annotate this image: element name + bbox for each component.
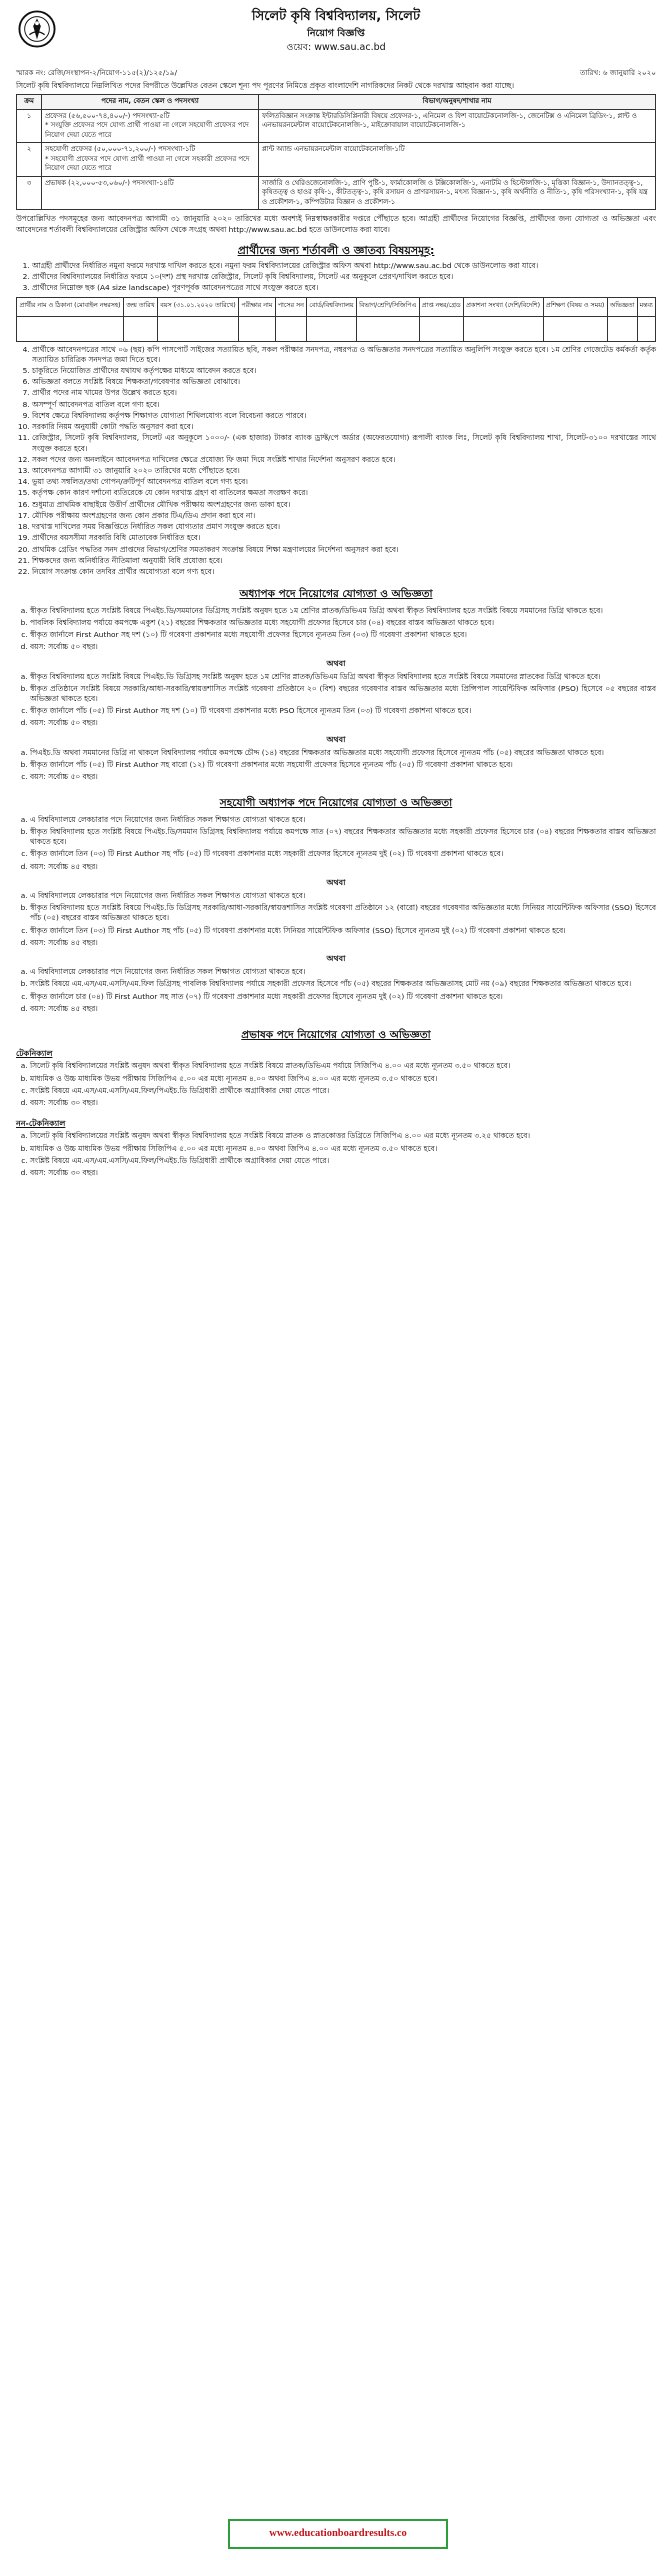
form-blank-cell <box>307 316 357 341</box>
qualification-item: a. এ বিশ্ববিদ্যালয়ে লেকচারার পদে নিয়োগের জন্য নির্ধারিত সকল শিক্ষাগত যোগ্যতা থাকতে হবে। <box>30 967 656 977</box>
posts-cell-sl: ২ <box>17 143 42 177</box>
professor-qualifications <box>16 606 656 783</box>
posts-table <box>16 94 656 210</box>
posts-cell-post <box>42 143 259 177</box>
conditions-list-continued <box>16 345 656 578</box>
form-column-header: প্রকাশনা সংখ্যা (দেশি/বিদেশি) <box>463 297 543 316</box>
posts-cell-dept: সার্জারি ও থেরিওজেনোলজি-১, প্রাণি পুষ্টি-১, ফার্মাকোলজি ও টক্সিকোলজি-১, এনাটমি ও হিস্টোলজি-১, মৃত্তিকা বিজ্ঞান-১, উদ্যানতত্ত্ব-১, কৃষিতত্ত্ব ও হাওর কৃষি-১, কীটতত্ত্ব-১, কৃষি রসায়ন ও প্রাণরসায়ন-১, মৎস্য বিজ্ঞান-১, কৃষি অর্থনীতি ও নীতি-১, কৃষি পরিসংখ্যান-১, কৃষি যন্ত্র ও প্রকৌশল-১, কম্পিউটার বিজ্ঞান ও প্রকৌশল-১ <box>259 176 656 210</box>
condition-item: 21. শিক্ষকদের জন্য অনির্ধারিত নীতিমালা অনুযায়ী বিধি প্রযোজ্য হবে। <box>32 556 656 566</box>
condition-item: 3. প্রার্থীদের নিম্নোক্ত ছক (A4 size landscape) পূরণপূর্বক আবেদনপত্রের সাথে সংযুক্ত করতে হবে। <box>32 283 656 293</box>
watermark-text: www.educationboardresults.co <box>269 2527 407 2539</box>
posts-cell-dept: ফলিতবিজ্ঞান সংক্রান্ত ইন্টারডিসিপ্লিনারী বিষয়ে প্রফেসর-১, এনিমেল ও ফিশ বায়োটেকনোলজি-১, জেনেটিক্স ও এনিমেল ব্রিডিং-১, প্লান্ট ও এনভায়রনমেন্টাল বায়োটেকনোলজি-১, মাইক্রোবায়াল বায়োটেকনোলজি-১ <box>259 109 656 143</box>
form-column-header: বয়স (৩১.০১.২০২০ তারিখে) <box>157 297 238 316</box>
form-blank-cell <box>17 316 124 341</box>
memo-number: স্মারক নং: রেজি/সংস্থাপন-২/নিয়োগ-১১৫(২)/১২৫/১৯/ <box>16 68 177 77</box>
form-column-header: অভিজ্ঞতা <box>607 297 637 316</box>
qualification-item: a. পিএইচ.ডি অথবা সমমানের ডিগ্রি না থাকলে বিশ্ববিদ্যালয় পর্যায়ে কমপক্ষে চৌদ্দ (১৪) বছরের শিক্ষকতার অভিজ্ঞতার মধ্যে সহযোগী প্রফেসর হিসেবে ন্যূনতম পাঁচ (০৫) বছরের অভিজ্ঞতা থাকতে হবে। <box>30 748 656 758</box>
form-blank-cell <box>637 316 655 341</box>
form-blank-cell <box>543 316 607 341</box>
posts-header-post: পদের নাম, বেতন স্কেল ও পদসংখ্যা <box>42 95 259 110</box>
condition-item: 17. মৌখিক পরীক্ষায় অংশগ্রহণের জন্য কোন প্রকার টিএ/ডিএ প্রদান করা হবে না। <box>32 511 656 521</box>
form-column-header: বোর্ড/বিশ্ববিদ্যালয় <box>307 297 357 316</box>
or-separator: অথবা <box>326 877 346 887</box>
qualification-item: b. স্বীকৃত বিশ্ববিদ্যালয় হতে সংশ্লিষ্ট বিষয়ে পিএইচ.ডি ডিগ্রিসহ সরকারি/আধা-সরকারি/স্বায়ত্তশাসিত সংশ্লিষ্ট গবেষণা প্রতিষ্ঠানে ১২ (বারো) বছরের গবেষণার অভিজ্ঞতার মধ্যে সিনিয়র সায়েন্টিফিক অফিসার (SSO) হিসেবে পাঁচ (০৫) বছরের বাস্তব অভিজ্ঞতা থাকতে হবে। <box>30 903 656 923</box>
form-column-header: প্রাপ্ত নম্বর/গ্রেড <box>419 297 463 316</box>
condition-item: 11. রেজিস্ট্রার, সিলেট কৃষি বিশ্ববিদ্যালয়, সিলেট এর অনুকূলে ১০০০/- (এক হাজার) টাকার ব্যাংক ড্রাফ্ট/পে অর্ডার (অফেরতযোগ্য) রূপালী ব্যাংক লিঃ, সিলেট কৃষি বিশ্ববিদ্যালয় শাখা, সিলেট-৩১০০ দরখাস্তের সাথে সংযুক্ত করতে হবে। <box>32 433 656 453</box>
condition-item: 20. প্রাথমিক গ্রেডিং পদ্ধতির সনদ প্রাপ্তদের বিভাগ/শ্রেণির সমতাকরণ সংক্রান্ত বিষয়ে শিক্ষা মন্ত্রণালয়ের নির্দেশনা অনুসরণ করা হবে। <box>32 545 656 555</box>
qualification-item: d. বয়স: সর্বোচ্চ ৪৫ বছর। <box>30 938 656 948</box>
associate-heading: সহযোগী অধ্যাপক পদে নিয়োগের যোগ্যতা ও অভিজ্ঞতা <box>219 797 453 810</box>
form-blank-cell <box>463 316 543 341</box>
condition-item: 22. নিয়োগ সংক্রান্ত কোন তদবির প্রার্থীর অযোগ্যতা বলে গণ্য হবে। <box>32 567 656 577</box>
posts-cell-sl: ৩ <box>17 176 42 210</box>
form-column-header: মন্তব্য <box>637 297 655 316</box>
conditions-list <box>16 261 656 294</box>
qualification-item: d. বয়স: সর্বোচ্চ ৩০ বছর। <box>30 1098 656 1108</box>
qualification-item: b. স্বীকৃত প্রতিষ্ঠানে সংশ্লিষ্ট বিষয়ে সরকারি/আধা-সরকারি/স্বায়ত্তশাসিত সংশ্লিষ্ট গবেষণা প্রতিষ্ঠানে ২০ (বিশ) বছরের গবেষণার বাস্তব অভিজ্ঞতার মধ্যে প্রিন্সিপাল সায়েন্টিফিক অফিসার (PSO) হিসেবে ০৫ বছরের বাস্তব অভিজ্ঞতা থাকতে হবে। <box>30 684 656 704</box>
qualification-item: d. বয়স: সর্বোচ্চ ৫০ বছর। <box>30 642 656 652</box>
memo-row <box>16 68 656 78</box>
condition-item: 4. প্রার্থীকে আবেদনপত্রের সাথে ০৬ (ছয়) কপি পাসপোর্ট সাইজের সত্যায়িত ছবি, সকল পরীক্ষার সনদপত্র, নম্বরপত্র ও অভিজ্ঞতার সনদপত্রের সত্যায়িত অনুলিপি সংযুক্ত করতে হবে। ১ম শ্রেণির গেজেটেড কর্মকর্তা কর্তৃক সত্যায়িত চারিত্রিক সনদপত্র জমা দিতে হবে। <box>32 345 656 365</box>
posts-header-dept: বিভাগ/অনুষদ/শাখার নাম <box>259 95 656 110</box>
memo-date: তারিখ: ৬ জানুয়ারি ২০২০ <box>580 68 656 77</box>
posts-cell-sl: ১ <box>17 109 42 143</box>
post-name: প্রফেসর (৫৬,৫০০-৭৪,৪০০/-) পদসংখ্যা-৫টি <box>45 111 170 120</box>
technical-label: টেকনিক্যাল <box>16 1049 53 1059</box>
condition-item: 1. আগ্রহী প্রার্থীদের নির্ধারিত নমুনা ফরমে দরখাস্ত দাখিল করতে হবে। নমুনা ফরম বিশ্ববিদ্যালয়ের রেজিস্ট্রার অফিস অথবা http://www.sau.ac.bd থেকে ডাউনলোড করা যাবে। <box>32 261 656 271</box>
or-separator: অথবা <box>326 954 346 964</box>
condition-item: 7. প্রার্থীর পদের নাম খামের উপর উল্লেখ করতে হবে। <box>32 388 656 398</box>
qualification-list <box>16 606 656 653</box>
form-column-header: পরীক্ষার নাম <box>239 297 275 316</box>
condition-item: 9. বিশেষ ক্ষেত্রে বিশ্ববিদ্যালয় কর্তৃপক্ষ শিক্ষাগত যোগ্যতা শিথিলযোগ্য বলে বিবেচনা করতে পারবে। <box>32 411 656 421</box>
qualification-list <box>16 967 656 1014</box>
nontechnical-label: নন-টেকনিক্যাল <box>16 1119 66 1129</box>
condition-item: 2. প্রার্থীদের বিশ্ববিদ্যালয়ের নির্ধারিত ফরমে ১০(দশ) প্রস্থ দরখাস্ত রেজিস্ট্রার, সিলেট কৃষি বিশ্ববিদ্যালয়, সিলেট এর অনুকূলে প্রেরণ/দাখিল করতে হবে। <box>32 272 656 282</box>
form-column-header: প্রার্থীর নাম ও ঠিকানা (মোবাইল নম্বরসহ) <box>17 297 124 316</box>
qualification-item: c. সংশ্লিষ্ট বিষয়ে এম.এস/এম.এসসি/এম.ফিল/পিএইচ.ডি ডিগ্রিধারী প্রার্থীকে অগ্রাধিকার দেয়া যেতে পারে। <box>30 1156 656 1166</box>
qualification-item: c. বয়স: সর্বোচ্চ ৫০ বছর। <box>30 772 656 782</box>
nontechnical-qualifications <box>16 1131 656 1178</box>
qualification-item: b. মাধ্যমিক ও উচ্চ মাধ্যমিক উভয় পরীক্ষায় সিজিপিএ ৫.০০ এর মধ্যে ন্যূনতম ৪.০০ অথবা জিপিএ ৪.০০ এর মধ্যে ন্যূনতম ৩.৫০ থাকতে হবে। <box>30 1074 656 1084</box>
qualification-item: d. বয়স: সর্বোচ্চ ৫০ বছর। <box>30 718 656 728</box>
qualification-item: c. স্বীকৃত জার্নালে তিন (০৩) টি First Author সহ পাঁচ (০৫) টি গবেষণা প্রকাশনার মধ্যে সিনিয়র সায়েন্টিফিক অফিসার (SSO) হিসেবে ন্যূনতম দুই (০২) টি গবেষণা প্রকাশনা থাকতে হবে। <box>30 926 656 936</box>
qualification-item: c. স্বীকৃত জার্নালে তিন (০৩) টি First Author সহ পাঁচ (০৫) টি গবেষণা প্রকাশনার মধ্যে সহকারী প্রফেসর হিসেবে ন্যূনতম দুই (০২) টি গবেষণা প্রকাশনা থাকতে হবে। <box>30 849 656 859</box>
condition-item: 18. দরখাস্ত দাখিলের সময় বিজ্ঞপ্তিতে নির্ধারিত সকল যোগ্যতার প্রমাণ সংযুক্ত করতে হবে। <box>32 522 656 532</box>
form-column-header: পাসের সন <box>275 297 307 316</box>
post-name: সহযোগী প্রফেসর (৫০,০০০-৭১,২০০/-) পদসংখ্যা-১টি <box>45 145 196 154</box>
website-line: ওয়েব: www.sau.ac.bd <box>286 42 386 54</box>
post-note: * সংযুক্তি প্রফেসর পদে যোগ্য প্রার্থী পাওয়া না গেলে সহযোগী প্রফেসর পদে নিয়োগ দেয়া যেতে পারে <box>45 121 249 139</box>
qualification-item: d. বয়স: সর্বোচ্চ ৪৫ বছর। <box>30 1004 656 1014</box>
condition-item: 12. সকল পদের জন্য অনলাইনে আবেদনপত্র দাখিলের ক্ষেত্রে প্রযোজ্য ফি জমা দিয়ে সংশ্লিষ্ট শাখার নির্দেশনা অনুসরণ করতে হবে। <box>32 455 656 465</box>
qualification-item: a. এ বিশ্ববিদ্যালয়ে লেকচারার পদে নিয়োগের জন্য নির্ধারিত সকল শিক্ষাগত যোগ্যতা থাকতে হবে। <box>30 891 656 901</box>
posts-row <box>17 176 656 210</box>
qualification-list <box>16 672 656 729</box>
technical-qualifications <box>16 1061 656 1108</box>
condition-item: 8. অসম্পূর্ণ আবেদনপত্র বাতিল বলে গণ্য হবে। <box>32 400 656 410</box>
qualification-item: a. সিলেট কৃষি বিশ্ববিদ্যালয়ের সংশ্লিষ্ট অনুষদ অথবা স্বীকৃত বিশ্ববিদ্যালয় হতে সংশ্লিষ্ট বিষয়ে স্নাতক ও স্নাতকোত্তর ডিগ্রিতে সিজিপিএ ৪.০০ এর মধ্যে ন্যূনতম ৩.২৫ থাকতে হবে। <box>30 1131 656 1141</box>
condition-item: 6. অভিজ্ঞতা বলতে সংশ্লিষ্ট বিষয়ে শিক্ষকতা/গবেষণার অভিজ্ঞতা বোঝাবে। <box>32 377 656 387</box>
posts-cell-dept: প্লান্ট অ্যান্ড এনভায়রনমেন্টাল বায়োটেকনোলজি-১টি <box>259 143 656 177</box>
qualification-item: a. এ বিশ্ববিদ্যালয়ে লেকচারার পদে নিয়োগের জন্য নির্ধারিত সকল শিক্ষাগত যোগ্যতা থাকতে হবে। <box>30 815 656 825</box>
form-column-header: জন্ম তারিখ <box>124 297 158 316</box>
condition-item: 16. শুধুমাত্র প্রাথমিক বাছাইয়ে উত্তীর্ণ প্রার্থীদের মৌখিক পরীক্ষায় অংশগ্রহণের জন্য ডাকা হবে। <box>32 500 656 510</box>
condition-item: 5. চাকুরিতে নিয়োজিত প্রার্থীদের যথাযথ কর্তৃপক্ষের মাধ্যমে আবেদন করতে হবে। <box>32 366 656 376</box>
qualification-item: c. স্বীকৃত জার্নালে First Author সহ দশ (১০) টি গবেষণা প্রকাশনার মধ্যে সহযোগী প্রফেসর হিসেবে ন্যূনতম তিন (০৩) টি গবেষণা প্রকাশনা থাকতে হবে। <box>30 630 656 640</box>
or-separator: অথবা <box>326 734 346 744</box>
form-blank-cell <box>275 316 307 341</box>
notice-header <box>16 8 656 66</box>
posts-row <box>17 109 656 143</box>
condition-item: 19. প্রার্থীদের বয়সসীমা সরকারি বিধি মোতাবেক নির্ধারিত হবে। <box>32 533 656 543</box>
form-blank-cell <box>419 316 463 341</box>
university-title: সিলেট কৃষি বিশ্ববিদ্যালয়, সিলেট <box>251 9 421 24</box>
posts-header-sl: ক্রম <box>17 95 42 110</box>
qualification-item: b. স্বীকৃত জার্নালে পাঁচ (০৫) টি First Author সহ বারো (১২) টি গবেষণা প্রকাশনার মধ্যে সহযোগী প্রফেসর হিসেবে ন্যূনতম পাঁচ (০৫) টি গবেষণা প্রকাশনা থাকতে হবে। <box>30 760 656 770</box>
condition-item: 13. আবেদনপত্র আগামী ৩১ জানুয়ারি ২০২০ তারিখের মধ্যে পৌঁছাতে হবে। <box>32 466 656 476</box>
posts-cell-post <box>42 109 259 143</box>
university-seal-icon <box>18 10 56 48</box>
qualification-item: a. সিলেট কৃষি বিশ্ববিদ্যালয়ের সংশ্লিষ্ট অনুষদ অথবা স্বীকৃত বিশ্ববিদ্যালয় হতে সংশ্লিষ্ট বিষয়ে স্নাতক/ডিভিএম পর্যায়ে সিজিপিএ ৪.০০ এর মধ্যে ন্যূনতম ৩.৫০ থাকতে হবে। <box>30 1061 656 1071</box>
qualification-item: a. স্বীকৃত বিশ্ববিদ্যালয় হতে সংশ্লিষ্ট বিষয়ে পিএইচ.ডি ডিগ্রিসহ সংশ্লিষ্ট অনুষদ হতে ১ম শ্রেণির স্নাতক/ডিভিএম ডিগ্রি অথবা স্বীকৃত বিশ্ববিদ্যালয় হতে সংশ্লিষ্ট বিষয়ে সমমানের স্নাতকের ডিগ্রি থাকতে হবে। <box>30 672 656 682</box>
condition-item: 14. ভুয়া তথ্য সম্বলিত/তথ্য গোপন/ক্রটিপূর্ণ আবেদনপত্র বাতিল বলে গণ্য হবে। <box>32 477 656 487</box>
conditions-heading: প্রার্থীদের জন্য শর্তাবলী ও জ্ঞাতব্য বিষয়সমূহ: <box>237 243 435 257</box>
watermark-box <box>228 2519 448 2549</box>
qualification-item: c. স্বীকৃত জার্নালে পাঁচ (০৫) টি First Author সহ দশ (১০) টি গবেষণা প্রকাশনার মধ্যে PSO হিসেবে ন্যূনতম তিন (০৩) টি গবেষণা প্রকাশনা থাকতে হবে। <box>30 706 656 716</box>
qualification-item: b. সংশ্লিষ্ট বিষয়ে এম.এস/এম.এসসি/এম.ফিল ডিগ্রিসহ পাবলিক বিশ্ববিদ্যালয় পর্যায়ে সহকারী প্রফেসর হিসেবে পাঁচ (০৫) বছরের শিক্ষকতার অভিজ্ঞতাসহ মোট নয় (০৯) বছরের শিক্ষকতার অভিজ্ঞতা থাকতে হবে। <box>30 979 656 989</box>
form-blank-cell <box>607 316 637 341</box>
posts-row <box>17 143 656 177</box>
form-blank-cell <box>239 316 275 341</box>
or-separator: অথবা <box>326 658 346 668</box>
form-column-header: বিভাগ/শ্রেণি/সিজিপিএ <box>356 297 419 316</box>
post-name: প্রভাষক (২২,০০০-৫৩,০৬০/-) পদসংখ্যা-১৪টি <box>45 178 174 187</box>
professor-heading: অধ্যাপক পদে নিয়োগের যোগ্যতা ও অভিজ্ঞতা <box>239 588 433 601</box>
condition-item: 10. সরকারি নিয়ম অনুযায়ী কোটা পদ্ধতি অনুসরণ করা হবে। <box>32 422 656 432</box>
qualification-item: c. সংশ্লিষ্ট বিষয়ে এম.এস/এম.এসসি/এম.ফিল/পিএইচ.ডি ডিগ্রিধারী প্রার্থীকে অগ্রাধিকার দেয়া যেতে পারে। <box>30 1086 656 1096</box>
qualification-item: b. স্বীকৃত বিশ্ববিদ্যালয় হতে সংশ্লিষ্ট বিষয়ে পিএইচ.ডি/সমমান ডিগ্রিসহ বিশ্ববিদ্যালয় পর্যায়ে কমপক্ষে সাত (০৭) বছরের শিক্ষকতার অভিজ্ঞতার মধ্যে সহকারী প্রফেসর হিসেবে চার (০৪) বছরের শিক্ষকতার বাস্তব অভিজ্ঞতা থাকতে হবে। <box>30 827 656 847</box>
form-blank-cell <box>157 316 238 341</box>
associate-qualifications <box>16 815 656 1014</box>
qualification-item: b. পাবলিক বিশ্ববিদ্যালয় পর্যায়ে কমপক্ষে একুশ (২১) বছরের শিক্ষকতার অভিজ্ঞতার মধ্যে সহযোগী প্রফেসর হিসেবে চার (০৪) বছরের বাস্তব অভিজ্ঞতা থাকতে হবে। <box>30 618 656 628</box>
qualification-item: c. স্বীকৃত জার্নালে চার (০৪) টি First Author সহ সাত (০৭) টি গবেষণা প্রকাশনার মধ্যে সহকারী প্রফেসর হিসেবে ন্যূনতম দুই (০২) টি গবেষণা প্রকাশনা থাকতে হবে। <box>30 992 656 1002</box>
application-form-table <box>16 297 656 342</box>
qualification-list <box>16 815 656 872</box>
intro-paragraph: সিলেট কৃষি বিশ্ববিদ্যালয়ে নিম্নলিখিত পদের বিপরীতে উল্লেখিত বেতন স্কেলে শূন্য পদ পূরণের নিমিত্তে প্রকৃত বাংলাদেশি নাগরিকদের নিকট থেকে দরখাস্ত আহবান করা যাচ্ছে। <box>16 80 515 90</box>
deadline-paragraph: উপরোল্লিখিত পদসমূহের জন্য আবেদনপত্র আগামী ৩১ জানুয়ারি ২০২০ তারিখের মধ্যে অবশ্যই নিম্নস্বাক্ষরকারীর দপ্তরে পৌঁছাতে হবে। আগ্রহী প্রার্থীদের নিয়োগের বিজ্ঞপ্তি, প্রার্থীদের জন্য যোগ্যতা ও অভিজ্ঞতা এবং আবেদনের শর্তাবলী বিশ্ববিদ্যালয়ের রেজিস্ট্রার অফিস থেকে সংগ্রহ অথবা http://www.sau.ac.bd হতে ডাউনলোড করা যাবে। <box>16 214 656 234</box>
notice-subtitle: নিয়োগ বিজ্ঞপ্তি <box>307 27 365 39</box>
qualification-item: d. বয়স: সর্বোচ্চ ৩০ বছর। <box>30 1168 656 1178</box>
form-blank-cell <box>124 316 158 341</box>
qualification-item: b. মাধ্যমিক ও উচ্চ মাধ্যমিক উভয় পরীক্ষায় সিজিপিএ ৫.০০ এর মধ্যে ন্যূনতম ৪.০০ অথবা জিপিএ ৪.০০ এর মধ্যে ন্যূনতম ৩.৫০ থাকতে হবে। <box>30 1144 656 1154</box>
qualification-list <box>16 748 656 783</box>
qualification-item: d. বয়স: সর্বোচ্চ ৪৫ বছর। <box>30 862 656 872</box>
form-column-header: প্রশিক্ষণ (বিষয় ও সময়) <box>543 297 607 316</box>
form-blank-cell <box>356 316 419 341</box>
condition-item: 15. কর্তৃপক্ষ কোন কারণ দর্শানো ব্যতিরেকে যে কোন দরখাস্ত গ্রহণ বা বাতিলের ক্ষমতা সংরক্ষণ করে। <box>32 488 656 498</box>
qualification-item: a. স্বীকৃত বিশ্ববিদ্যালয় হতে সংশ্লিষ্ট বিষয়ে পিএইচ.ডি/সমমানের ডিগ্রিসহ সংশ্লিষ্ট অনুষদ হতে ১ম শ্রেণির স্নাতক/ডিভিএম ডিগ্রি অথবা স্বীকৃত বিশ্ববিদ্যালয় হতে সংশ্লিষ্ট বিষয়ে সমমানের ডিগ্রি থাকতে হবে। <box>30 606 656 616</box>
posts-cell-post <box>42 176 259 210</box>
post-note: * সহযোগী প্রফেসর পদে যোগ্য প্রার্থী পাওয়া না গেলে সহকারী প্রফেসর পদে নিয়োগ দেয়া যেতে পারে <box>45 154 250 173</box>
lecturer-heading: প্রভাষক পদে নিয়োগের যোগ্যতা ও অভিজ্ঞতা <box>241 1028 431 1041</box>
qualification-list <box>16 891 656 948</box>
